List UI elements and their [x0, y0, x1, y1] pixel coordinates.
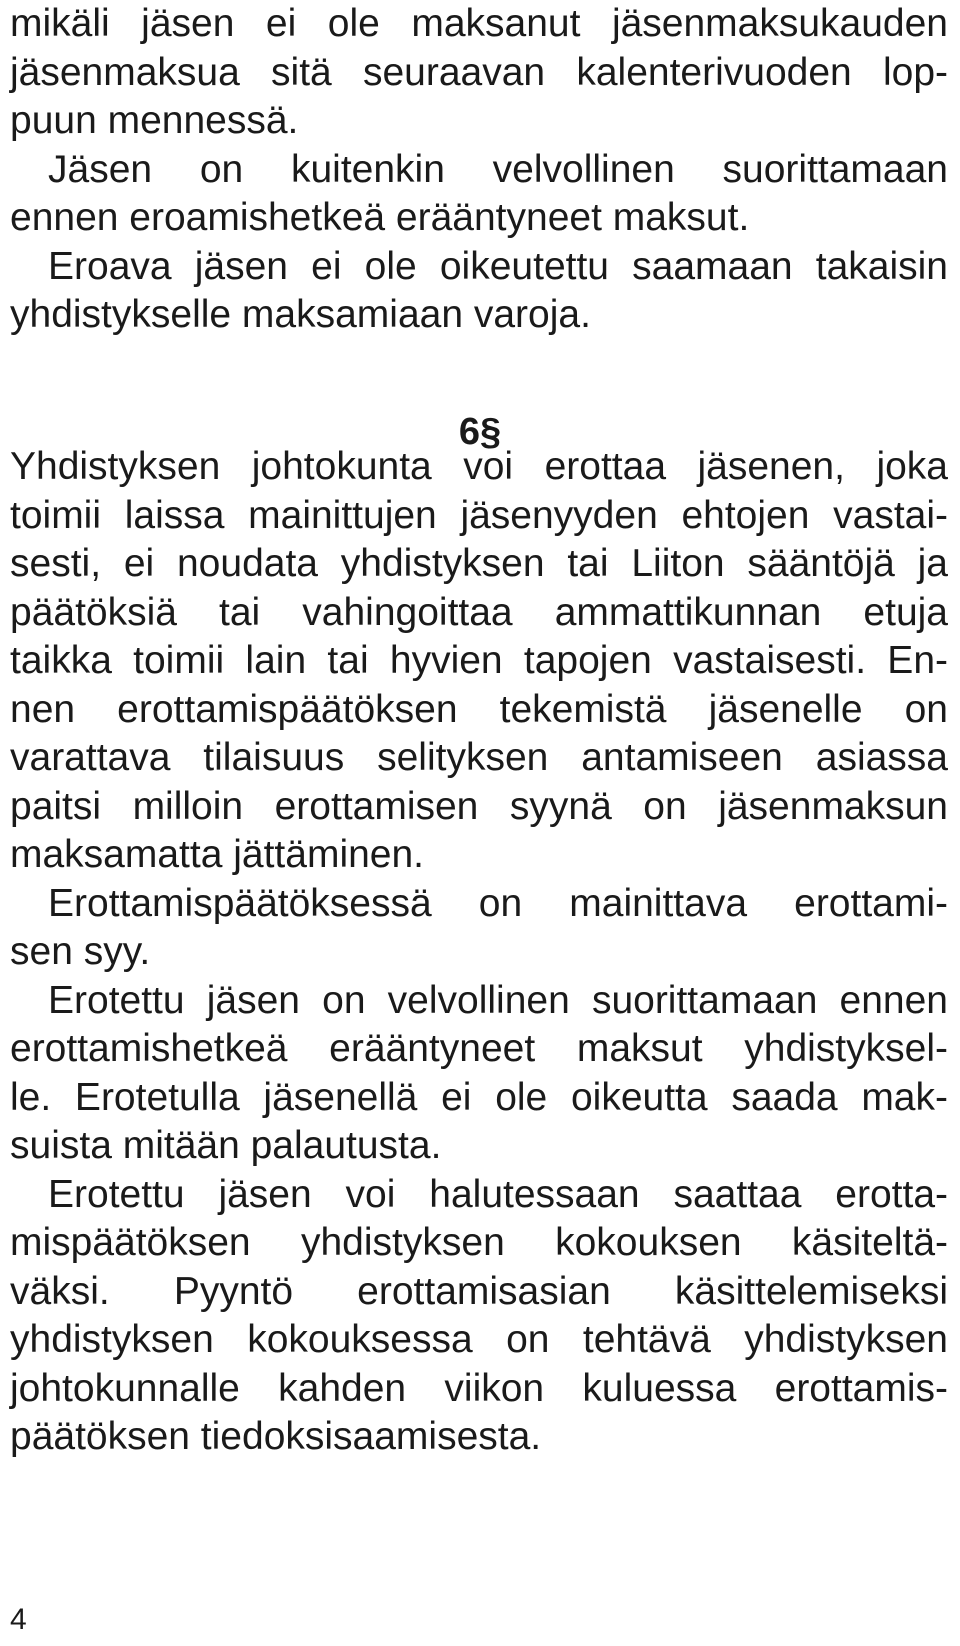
- page-number: 4: [10, 1603, 27, 1636]
- section-heading: 6§: [458, 411, 502, 453]
- text-line: ennen eroamishetkeä erääntyneet maksut.: [10, 196, 750, 239]
- text-line: Erottamispäätöksessä on mainittava erottami-: [48, 881, 948, 925]
- text-line: yhdistykselle maksamiaan varoja.: [10, 293, 591, 336]
- text-line: päätöksen tiedoksisaamisesta.: [10, 1415, 542, 1458]
- text-line: sen syy.: [10, 930, 151, 973]
- text-line: Jäsen on kuitenkin velvollinen suorittamaan: [48, 147, 948, 191]
- text-line: maksamatta jättäminen.: [10, 833, 425, 876]
- text-line: sesti, ei noudata yhdistyksen tai Liiton sääntöjä ja: [10, 542, 948, 585]
- text-line: paitsi milloin erottamisen syynä on jäsenmaksun: [10, 784, 948, 828]
- text-line: yhdistyksen kokouksessa on tehtävä yhdistyksen: [10, 1318, 948, 1361]
- text-line: Eroava jäsen ei ole oikeutettu saamaan takaisin: [48, 244, 948, 288]
- text-line: johtokunnalle kahden viikon kuluessa erottamis-: [10, 1366, 948, 1410]
- text-line: erottamishetkeä erääntyneet maksut yhdistyksel-: [10, 1027, 948, 1070]
- text-line: Yhdistyksen johtokunta voi erottaa jäsenen, joka: [10, 445, 948, 488]
- text-line: taikka toimii lain tai hyvien tapojen vastaisesti. En-: [10, 639, 948, 682]
- text-line: puun mennessä.: [10, 99, 299, 142]
- text-line: Erotettu jäsen on velvollinen suorittamaan ennen: [48, 978, 948, 1022]
- text-line: Erotettu jäsen voi halutessaan saattaa erotta-: [48, 1172, 948, 1216]
- text-line: le. Erotetulla jäsenellä ei ole oikeutta saada mak-: [10, 1075, 948, 1119]
- text-line: väksi. Pyyntö erottamisasian käsittelemiseksi: [10, 1269, 948, 1313]
- text-line: mikäli jäsen ei ole maksanut jäsenmaksukauden: [10, 2, 948, 45]
- text-line: toimii laissa mainittujen jäsenyyden ehtojen vastai-: [10, 493, 948, 537]
- top-paragraph: [10, 0, 948, 340]
- text-line: jäsenmaksua sitä seuraavan kalenterivuoden lop-: [10, 50, 948, 94]
- text-line: nen erottamispäätöksen tekemistä jäsenelle on: [10, 687, 948, 731]
- text-line: varattava tilaisuus selityksen antamiseen asiassa: [10, 736, 948, 779]
- section-body: [10, 443, 948, 1462]
- text-line: suista mitään palautusta.: [10, 1124, 442, 1167]
- text-line: mispäätöksen yhdistyksen kokouksen käsiteltä-: [10, 1221, 948, 1264]
- text-line: päätöksiä tai vahingoittaa ammattikunnan etuja: [10, 590, 948, 634]
